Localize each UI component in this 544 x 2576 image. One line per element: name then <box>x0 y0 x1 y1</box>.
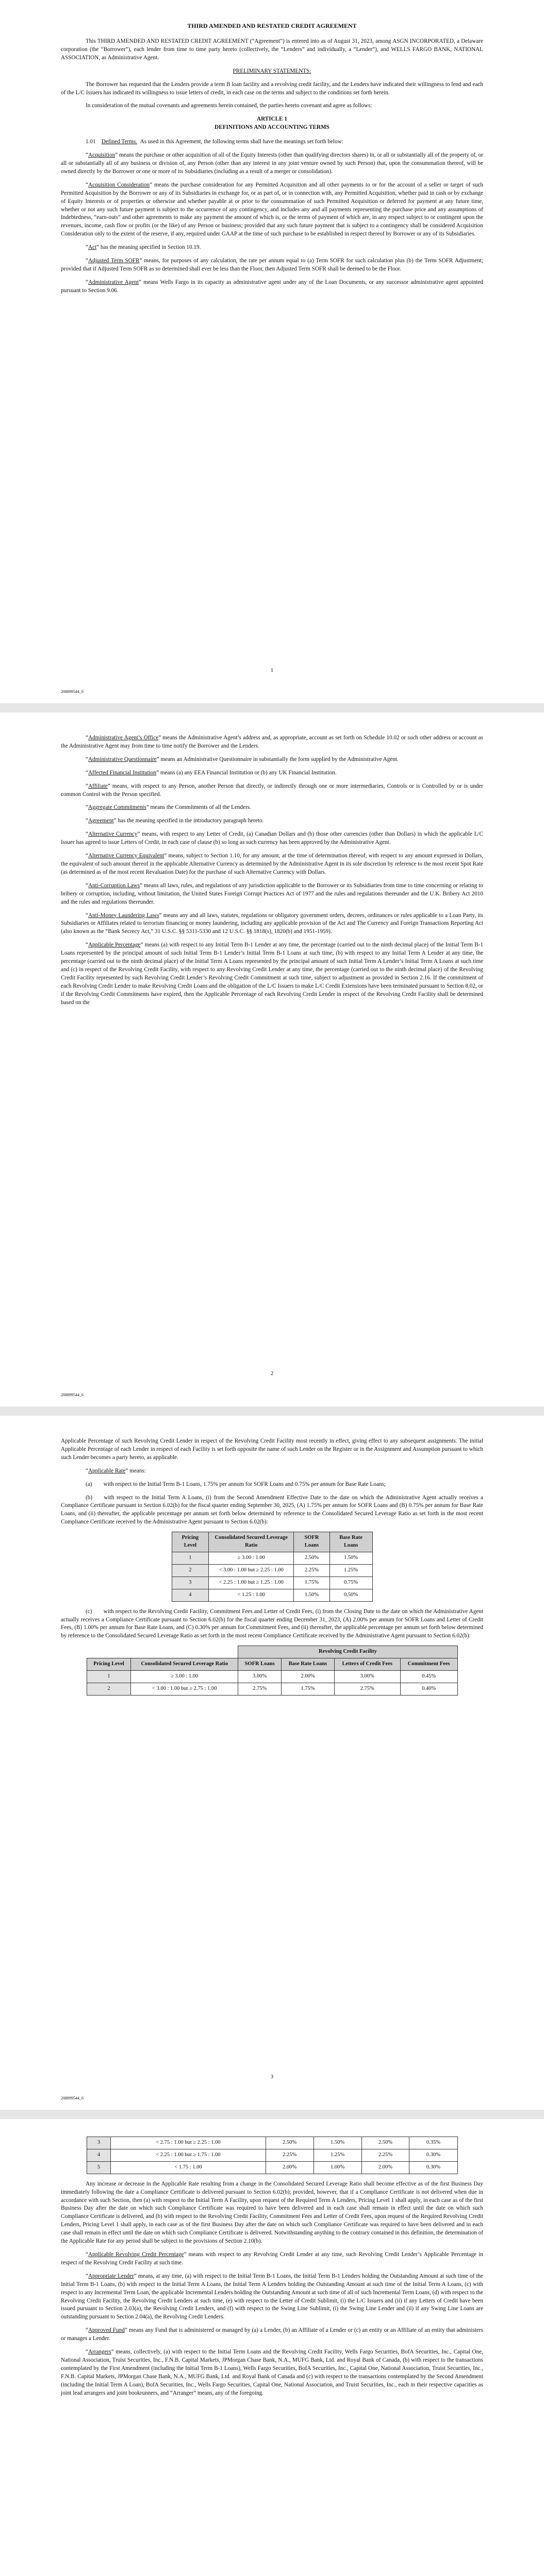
column-header-commitment-fees: Commitment Fees <box>400 1658 457 1671</box>
table-row <box>87 1671 457 1683</box>
table-cell: 2.00% <box>361 2161 409 2174</box>
table-cell: 2.25% <box>266 2149 314 2161</box>
definition-alternative-currency-equivalent: “Alternative Currency Equivalent” means, subject to Section 1.10, for any amount, at the time of determination thereof, with respect to any amount expressed in Dollars, the equivalent of such amount thereof in the applicable Alternative Currency as determined by the Administrative Agent in its sole discretion by reference to the most recent Spot Rate (as determined as of the most recent Revaluation Date) for the purchase of such Alternative Currency with Dollars. <box>61 853 484 875</box>
revolver-group-header: Revolving Credit Facility <box>238 1646 457 1658</box>
definition-text: means, at any time, (a) with respect to the Initial Term B-1 Loans, the Initial Term B-1 Lenders holding the Outstanding Amount at such time of the Initial Term B-1 Loans, (b) with respect to the Initial Term A Loans, the Initial Term A Lenders holding the Outstanding Amount at such time of the Initial Term A Loans, (c) with respect to any Incremental Term Loan, the applicable Incremental Lenders holding the Outstanding Amount at such time of all of such Incremental Term Loans, (d) with respect to the Revolving Credit Facility, the Revolving Credit Lenders at such time, (e) with respect to the Letter of Credit Sublimit, (i) the L/C Issuers and (ii) if any Letters of Credit have been issued pursuant to Section 2.03(a), the Revolving Credit Lenders, and (f) with respect to the Swing Line Sublimit, (i) the Swing Line Lender and (ii) if any Swing Line Loans are outstanding pursuant to Section 2.04(a), the Revolving Credit Lenders. <box>61 2273 483 2320</box>
definition-acquisition: “Acquisition” means the purchase or other acquisition of all of the Equity Interests (other than qualifying directors shares) in, or all or substantially all of the property of, or all or substantially all of any business or division of, any Person (other than any interest in any joint venture owned by such Person) that, upon the consummation thereof, will be owned directly by the Borrower or one or more of its Subsidiaries (including as a result of a merger or consolidation). <box>61 152 483 175</box>
table-cell: 1.75% <box>294 1577 329 1589</box>
definition-text: means, subject to Section 1.10, for any amount, at the time of determination thereof, with respect to any amount expressed in Dollars, the equivalent of such amount thereof in the applicable Alternative Currency as determined by the Administrative Agent in its sole discretion by reference to the most recent Spot Rate (as determined as of the most recent Revaluation Date) for the purchase of such Alternative Currency with Dollars. <box>61 853 484 875</box>
applicable-percentage-continued: Applicable Percentage of such Revolving Credit Lender in respect of the Revolving Credit Facility most recently in effect, giving effect to any subsequent assignments. The initial Applicable Percentage of each Lender in respect of each Facility is set forth opposite the name of such Lender on the Register or in the Assignment and Assumption pursuant to which such Lender becomes a party hereto, as applicable. <box>61 1438 483 1461</box>
definition-administrative-agent-s-office: “Administrative Agent’s Office” means the Administrative Agent’s address and, as appropriate, account as set forth on Schedule 10.02 or such other address or account as the Administrative Agent may from time to time notify the Borrower and the Lenders. <box>61 735 483 749</box>
table-cell: 4 <box>172 1589 209 1601</box>
table-cell: 0.75% <box>329 1577 372 1589</box>
definition-term: Acquisition <box>88 152 116 159</box>
table-cell: 1.25% <box>314 2149 361 2161</box>
table-cell: < 3.00 : 1.00 but ≥ 2.25 : 1.00 <box>209 1564 294 1577</box>
definition-administrative-agent: “Administrative Agent” means Wells Fargo in its capacity as administrative agent under any of the Loan Documents, or any successor administrative agent appointed pursuant to Section 9.06. <box>61 279 483 294</box>
definition-anti-corruption-laws: “Anti-Corruption Laws” means all laws, rules, and regulations of any jurisdiction applicable to the Borrower or its Subsidiaries from time to time concerning or relating to bribery or corruption, including, without limitation, the United States Foreign Corrupt Practices Act of 1977 and the rules and regulations thereunder and the U.K. Bribery Act 2010 and the rules and regulations thereunder. <box>61 882 483 905</box>
table-row <box>87 1683 457 1695</box>
table-cell: 1 <box>172 1552 209 1564</box>
definition-term: Administrative Agent <box>88 279 139 285</box>
page-number: 1 <box>270 667 274 673</box>
definition-term: Applicable Percentage <box>88 942 141 948</box>
definition-administrative-questionnaire: “Administrative Questionnaire” means an Administrative Questionnaire in substantially the form supplied by the Administrative Agent. <box>86 756 399 762</box>
definition-arrangers: “Arrangers” means, collectively, (a) with respect to the Initial Term Loans and the Revolving Credit Facility, Wells Fargo Securities, BofA Securities, Inc., Capital One, National Association, Truist Securities, Inc., F.N.B. Capital Markets, JPMorgan Chase Bank, N.A., MUFG Bank, Ltd. and Royal Bank of Canada, (b) with respect to the transactions contemplated by the First Amendment (including the Initial Term B-1 Loans), Wells Fargo Securities, BofA Securities, Inc., Capital One, National Association, Truist Securities, Inc., F.N.B. Capital Markets, JPMorgan Chase Bank, N.A., MUFG Bank, Ltd. and Royal Bank of Canada and (c) with respect to the transactions contemplated by the Second Amendment (including the Initial Term A Loan), BofA Securities, Inc., Wells Fargo Securities, Capital One, National Association, and Truist Securities, Inc., each in their respective capacities as joint lead arrangers and joint bookrunners, and “Arranger” means, any of the foregoing. <box>61 2349 483 2396</box>
table-cell: 1.50% <box>329 1552 372 1564</box>
revolver-pricing-table-continued <box>87 2137 458 2174</box>
definition-term: Approved Fund <box>88 2327 125 2334</box>
definition-text: means any and all laws, statutes, regulations or obligatory government orders, decrees, ordinances or rules applicable to a Loan Party, its Subsidiaries or Affiliates related to terrorism financing or money laundering, including any applicable provision of the Act and The Currency and Foreign Transactions Reporting Act (also known as the “Bank Secrecy Act,” 31 U.S.C. §§ 5311-5330 and 12 U.S.C. §§ 1818(s), 1820(b) and 1951-1959). <box>61 912 484 935</box>
table-row <box>87 2149 457 2161</box>
definition-text: means an Administrative Questionnaire in substantially the form supplied by the Administrative Agent. <box>159 756 399 762</box>
section-title: Defined Terms. <box>101 139 137 145</box>
column-header-consolidated-secured-leverage-ratio: Consolidated Secured Leverage Ratio <box>209 1532 294 1552</box>
column-header-pricing-level: Pricing Level <box>87 1658 131 1671</box>
page-break <box>0 1406 544 1416</box>
definition-term: Appropriate Lender <box>88 2273 134 2279</box>
term-a-pricing-table <box>172 1532 373 1601</box>
definition-term: Affected Financial Institution <box>88 769 157 776</box>
table-cell: 1.50% <box>294 1589 329 1601</box>
table-row <box>87 2137 457 2149</box>
definition-adjusted-term-sofr: “Adjusted Term SOFR” means, for purposes of any calculation, the rate per annum equal to (a) Term SOFR for such calculation plus (b) the Term SOFR Adjustment; provided that if Adjusted Term SOFR as so determined shall ever be less than the Floor, then Adjusted Term SOFR shall be deemed to be the Floor. <box>61 258 484 272</box>
definition-term: Act <box>88 244 97 251</box>
page-break <box>0 2110 544 2119</box>
table-header-row <box>172 1532 372 1552</box>
page-ref: 208899544_6 <box>61 689 84 694</box>
preliminary-heading: PRELIMINARY STATEMENTS: <box>233 67 311 74</box>
table-cell: 1.25% <box>329 1564 372 1577</box>
table-cell: < 2.25 : 1.00 but ≥ 1.25 : 1.00 <box>209 1577 294 1589</box>
page-ref: 208899544_6 <box>61 1393 84 1397</box>
section-number: 1.01 <box>86 139 96 145</box>
definition-term: Agreement <box>88 818 114 824</box>
table-row <box>172 1564 372 1577</box>
table-cell: 2.75% <box>238 1683 282 1695</box>
consideration-text: In consideration of the mutual covenants and agreements herein contained, the parties hereto covenant and agree as follows: <box>86 103 372 109</box>
table-cell: 2.50% <box>266 2137 314 2149</box>
table-cell: 0.45% <box>400 1671 457 1683</box>
definition-term: Alternative Currency <box>88 831 138 838</box>
definition-term: Applicable Revolving Credit Percentage <box>88 2251 184 2258</box>
definition-term: Alternative Currency Equivalent <box>88 853 164 859</box>
table-cell: 3.00% <box>238 1671 282 1683</box>
column-header-sofr-loans: SOFR Loans <box>238 1658 282 1671</box>
definition-act: “Act” has the meaning specified in Section 10.19. <box>86 244 201 251</box>
table-cell: 0.50% <box>329 1589 372 1601</box>
definition-text: means with respect to any Revolving Credit Lender at any time, such Revolving Credit Lender’s Applicable Percentage in respect of the Revolving Credit Facility at such time. <box>61 2251 483 2266</box>
definition-term: Adjusted Term SOFR <box>88 258 140 264</box>
column-header-sofr-loans: SOFR Loans <box>294 1532 329 1552</box>
clause-a: (a) with respect to the Initial Term B-1 Loans, 1.75% per annum for SOFR Loans and 0.75% per annum for Base Rate Loans; <box>86 1481 386 1487</box>
table-row <box>87 2161 457 2174</box>
definition-applicable-revolving-credit-percentage: “Applicable Revolving Credit Percentage” means with respect to any Revolving Credit Lender at any time, such Revolving Credit Lender’s Applicable Percentage in respect of the Revolving Credit Facility at such time. <box>61 2251 483 2266</box>
column-header-pricing-level: Pricing Level <box>172 1532 209 1552</box>
definitions-page-4 <box>61 2251 483 2398</box>
definition-text: means (a) with respect to any Initial Term B-1 Lender at any time, the percentage (carried out to the ninth decimal place) of the Initial Term B-1 Loans represented by the principal amount of such Initial Term B-1 Lender’s Initial Term B-1 Loans at such time, (b) with respect to any Initial Term A Lender at any time, the percentage (carried out to the ninth decimal place) of the Initial Term A Loans represented by the principal amount of such Initial Term A Lender’s Initial Term A Loans at such time and (c) in respect of the Revolving Credit Facility, with respect to any Revolving Credit Lender at any time, the percentage (carried out to the ninth decimal place) of the Revolving Credit Facility represented by such Revolving Credit Lender’s Revolving Credit Commitment at such time, subject to adjustment as provided in Section 2.16. If the commitment of each Revolving Credit Lender to make Revolving Credit Loans and the obligation of the L/C Issuers to make L/C Credit Extensions have been terminated pursuant to Section 8.02, or if the Revolving Credit Commitments have expired, then the Applicable Percentage of each Revolving Credit Lender in respect of the Revolving Credit Facility shall be determined based on the <box>61 942 484 1006</box>
definition-text: means the Commitments of all the Lenders. <box>149 804 251 811</box>
table-row <box>172 1552 372 1564</box>
table-cell: ≥ 3.00 : 1.00 <box>131 1671 238 1683</box>
table-cell: 4 <box>87 2149 111 2161</box>
definition-text: means (a) any EEA Financial Institution or (b) any UK Financial Institution. <box>159 769 337 776</box>
table-cell: 1.75% <box>282 1683 335 1695</box>
definition-alternative-currency: “Alternative Currency” means, with respect to any Letter of Credit, (a) Canadian Dollars and (b) those other currencies (other than Dollars) in which the applicable L/C Issuer has agreed to issue Letters of Credit, in each case of clause (b) so long as such currency has been approved by the Administrative Agent. <box>61 831 483 846</box>
table-cell: 2.25% <box>361 2149 409 2161</box>
table-cell: < 1.75 : 1.00 <box>111 2161 266 2174</box>
definition-term: Administrative Agent’s Office <box>88 735 159 741</box>
table-cell: < 2.25 : 1.00 but ≥ 1.75 : 1.00 <box>111 2149 266 2161</box>
table-cell: 2.25% <box>294 1564 329 1577</box>
article-title: ARTICLE 1 <box>257 116 287 123</box>
page-2 <box>0 713 544 1406</box>
table-row <box>172 1589 372 1601</box>
definition-term: Administrative Questionnaire <box>88 756 157 762</box>
definition-term: Aggregate Commitments <box>88 804 146 811</box>
revolver-pricing-table <box>87 1646 458 1696</box>
page-4 <box>0 2119 544 2576</box>
article-subtitle: DEFINITIONS AND ACCOUNTING TERMS <box>215 124 329 131</box>
definition-affiliate: “Affiliate” means, with respect to any Person, another Person that directly, or indirectly through one or more intermediaries, Controls or is Controlled by or is under common Control with the Person specified. <box>61 783 483 798</box>
definition-term: Affiliate <box>88 783 108 789</box>
definition-anti-money-laundering-laws: “Anti-Money Laundering Laws” means any and all laws, statutes, regulations or obligatory government orders, decrees, ordinances or rules applicable to a Loan Party, its Subsidiaries or Affiliates related to terrorism financing or money laundering, including any applicable provision of the Act and The Currency and Foreign Transactions Reporting Act (also known as the “Bank Secrecy Act,” 31 U.S.C. §§ 5311-5330 and 12 U.S.C. §§ 1818(s), 1820(b) and 1951-1959). <box>61 912 484 935</box>
definition-aggregate-commitments: “Aggregate Commitments” means the Commitments of all the Lenders. <box>86 804 251 811</box>
definition-applicable-rate: “Applicable Rate” means: <box>86 1467 146 1474</box>
definition-text: means, with respect to any Person, another Person that directly, or indirectly through one or more intermediaries, Controls or is Controlled by or is under common Control with the Person specified. <box>61 783 483 798</box>
table-cell: ≥ 3.00 : 1.00 <box>209 1552 294 1564</box>
definition-term: Arrangers <box>88 2349 111 2355</box>
definition-agreement: “Agreement” has the meaning specified in the introductory paragraph hereto. <box>86 818 264 824</box>
table-cell: 2.00% <box>266 2161 314 2174</box>
table-cell: 2.50% <box>361 2137 409 2149</box>
preliminary-text: The Borrower has requested that the Lenders provide a term B loan facility and a revolving credit facility, and the Lenders have indicated their willingness to lend and each of the L/C Issuers has indicated its willingness to issue letters of credit, in each case on the terms and subject to the conditions set forth herein. <box>61 81 483 96</box>
table-header-row <box>87 1658 457 1671</box>
table-cell: 3.00% <box>334 1671 400 1683</box>
definition-acquisition-consideration: “Acquisition Consideration” means the purchase consideration for any Permitted Acquisition and all other payments to or for the account of a seller or target of such Permitted Acquisition by the Borrower or any of its Subsidiaries in exchange for, or as part of, or in connection with, any Permitted Acquisition, whether paid in cash or by exchange of Equity Interests or of properties or otherwise and whether payable at or prior to the consummation of such Permitted Acquisition or deferred for payment at any future time, whether or not any such future payment is subject to the occurrence of any contingency, and includes any and all payments representing the purchase price and any assumptions of Indebtedness, “earn-outs” and other agreements to make any payment the amount of which is, or the terms of payment of which are, in any respect subject to or contingent upon the revenues, income, cash flow or profits (or the like) of any Person or business; provided that any such future payment that is subject to a contingency shall be considered Acquisition Consideration only to the extent of the reserve, if any, required under GAAP at the time of such purchase to be established in respect thereof by Borrower or any of its Subsidiaries. <box>61 181 483 238</box>
section-1-01 <box>61 138 483 146</box>
page-number: 3 <box>270 2074 274 2080</box>
column-header-base-rate-loans: Base Rate Loans <box>282 1658 335 1671</box>
document-title: THIRD AMENDED AND RESTATED CREDIT AGREEMENT <box>187 22 357 29</box>
definition-text: means, for purposes of any calculation, the rate per annum equal to (a) Term SOFR for such calculation plus (b) the Term SOFR Adjustment; provided that if Adjusted Term SOFR as so determined shall ever be less than the Floor, then Adjusted Term SOFR shall be deemed to be the Floor. <box>61 258 484 272</box>
page-number: 2 <box>270 1370 274 1377</box>
applicable-rate-adjustment: Any increase or decrease in the Applicable Rate resulting from a change in the Consolidated Secured Leverage Ratio shall become effective as of the first Business Day immediately following the date a Compliance Certificate is delivered pursuant to Section 6.02(b); provided, however, that if a Compliance Certificate is not delivered when due in accordance with such Section, then (a) with respect to the Initial Term A Facility, upon request of the Required Term A Lenders, Pricing Level 1 shall apply, in each case as of the first Business Day after the date on which such Compliance Certificate was required to have been delivered and in each case shall remain in effect until the date on which such Compliance Certificate is delivered, and (b) with respect to the Revolving Credit Facility, Commitment Fees and Letter of Credit Fees, upon request of the Required Revolving Credit Lenders, Pricing Level 1 shall apply, in each case as of the first Business Day after the date on which such Compliance Certificate was required to have been delivered and in each case shall remain in effect until the date on which such Compliance Certificate is delivered. Notwithstanding anything to the contrary contained in this definition, the determination of the Applicable Rate for any period shall be subject to the provisions of Section 2.10(b). <box>61 2180 483 2245</box>
definition-text: means all laws, rules, and regulations of any jurisdiction applicable to the Borrower or its Subsidiaries from time to time concerning or relating to bribery or corruption, including, without limitation, the United States Foreign Corrupt Practices Act of 1977 and the rules and regulations thereunder and the U.K. Bribery Act 2010 and the rules and regulations thereunder. <box>61 882 483 905</box>
table-cell: 2 <box>87 1683 131 1695</box>
empty-header <box>87 1646 238 1658</box>
table-cell: 2.75% <box>334 1683 400 1695</box>
table-cell: 0.35% <box>409 2137 457 2149</box>
definition-text: means Wells Fargo in its capacity as administrative agent under any of the Loan Documents, or any successor administrative agent appointed pursuant to Section 9.06. <box>61 279 483 294</box>
table-row <box>172 1577 372 1589</box>
table-cell: < 2.75 : 1.00 but ≥ 2.25 : 1.00 <box>111 2137 266 2149</box>
page-ref: 208899544_6 <box>61 2096 84 2100</box>
definition-appropriate-lender: “Appropriate Lender” means, at any time, (a) with respect to the Initial Term B-1 Loans, the Initial Term B-1 Lenders holding the Outstanding Amount at such time of the Initial Term B-1 Loans, (b) with respect to the Initial Term A Loans, the Initial Term A Lenders holding the Outstanding Amount at such time of the Initial Term A Loans, (c) with respect to any Incremental Term Loan, the applicable Incremental Lenders holding the Outstanding Amount at such time of all of such Incremental Term Loans, (d) with respect to the Revolving Credit Facility, the Revolving Credit Lenders at such time, (e) with respect to the Letter of Credit Sublimit, (i) the L/C Issuers and (ii) if any Letters of Credit have been issued pursuant to Section 2.03(a), the Revolving Credit Lenders, and (f) with respect to the Swing Line Sublimit, (i) the Swing Line Lender and (ii) if any Swing Line Loans are outstanding pursuant to Section 2.04(a), the Revolving Credit Lenders. <box>61 2273 483 2320</box>
definition-text: means, collectively, (a) with respect to the Initial Term Loans and the Revolving Credit Facility, Wells Fargo Securities, BofA Securities, Inc., Capital One, National Association, Truist Securities, Inc., F.N.B. Capital Markets, JPMorgan Chase Bank, N.A., MUFG Bank, Ltd. and Royal Bank of Canada, (b) with respect to the transactions contemplated by the First Amendment (including the Initial Term B-1 Loans), Wells Fargo Securities, BofA Securities, Inc., Capital One, National Association, Truist Securities, Inc., F.N.B. Capital Markets, JPMorgan Chase Bank, N.A., MUFG Bank, Ltd. and Royal Bank of Canada and (c) with respect to the transactions contemplated by the Second Amendment (including the Initial Term A Loan), BofA Securities, Inc., Wells Fargo Securities, Capital One, National Association, and Truist Securities, Inc., each in their respective capacities as joint lead arrangers and joint bookrunners, and “Arranger” means, any of the foregoing. <box>61 2349 483 2396</box>
table-cell: < 3.00 : 1.00 but ≥ 2.75 : 1.00 <box>131 1683 238 1695</box>
definition-text: means, with respect to any Letter of Credit, (a) Canadian Dollars and (b) those other currencies (other than Dollars) in which the applicable L/C Issuer has agreed to issue Letters of Credit, in each case of clause (b) so long as such currency has been approved by the Administrative Agent. <box>61 831 483 846</box>
definition-term: Applicable Rate <box>88 1467 126 1474</box>
definition-text: means the Administrative Agent’s address and, as appropriate, account as set forth on Schedule 10.02 or such other address or account as the Administrative Agent may from time to time notify the Borrower and the Lenders. <box>61 735 483 749</box>
page-break <box>0 703 544 713</box>
definition-text: has the meaning specified in Section 10.19. <box>99 244 201 251</box>
table-cell: 2.00% <box>282 1671 335 1683</box>
table-cell: 5 <box>87 2161 111 2174</box>
table-cell: 0.40% <box>400 1683 457 1695</box>
definition-text: means the purchase consideration for any Permitted Acquisition and all other payments to or for the account of a seller or target of such Permitted Acquisition by the Borrower or any of its Subsidiaries in exchange for, or as part of, or in connection with, any Permitted Acquisition, whether paid in cash or by exchange of Equity Interests or of properties or otherwise and whether payable at or prior to the consummation of such Permitted Acquisition or deferred for payment at any future time, whether or not any such future payment is subject to the occurrence of any contingency, and includes any and all payments representing the purchase price and any assumptions of Indebtedness, “earn-outs” and other agreements to make any payment the amount of which is, or the terms of payment of which are, in any respect subject to or contingent upon the revenues, income, cash flow or profits (or the like) of any Person or business; provided that any such future payment that is subject to a contingency shall be considered Acquisition Consideration only to the extent of the reserve, if any, required under GAAP at the time of such purchase to be established in respect thereof by Borrower or any of its Subsidiaries. <box>61 181 483 238</box>
page-3 <box>0 1416 544 2110</box>
table-cell: 0.30% <box>409 2161 457 2174</box>
table-group-header-row <box>87 1646 457 1658</box>
column-header-base-rate-loans: Base Rate Loans <box>329 1532 372 1552</box>
opening-paragraph: This THIRD AMENDED AND RESTATED CREDIT AGREEMENT (“Agreement”) is entered into as of August 31, 2023, among ASGN INCORPORATED, a Delaware corporation (the “Borrower”), each lender from time to time party hereto (collectively, the “Lenders” and individually, a “Lender”), and WELLS FARGO BANK, NATIONAL ASSOCIATION, as Administrative Agent. <box>61 38 483 61</box>
definition-text: has the meaning specified in the introductory paragraph hereto. <box>116 818 264 824</box>
definition-affected-financial-institution: “Affected Financial Institution” means (a) any EEA Financial Institution or (b) any UK Financial Institution. <box>86 769 337 776</box>
definition-applicable-percentage: “Applicable Percentage” means (a) with respect to any Initial Term B-1 Lender at any time, the percentage (carried out to the ninth decimal place) of the Initial Term B-1 Loans represented by the principal amount of such Initial Term B-1 Lender’s Initial Term B-1 Loans at such time, (b) with respect to any Initial Term A Lender at any time, the percentage (carried out to the ninth decimal place) of the Initial Term A Loans represented by the principal amount of such Initial Term A Lender’s Initial Term A Loans at such time and (c) in respect of the Revolving Credit Facility, with respect to any Revolving Credit Lender at any time, the percentage (carried out to the ninth decimal place) of the Revolving Credit Facility represented by such Revolving Credit Lender’s Revolving Credit Commitment at such time, subject to adjustment as provided in Section 2.16. If the commitment of each Revolving Credit Lender to make Revolving Credit Loans and the obligation of the L/C Issuers to make L/C Credit Extensions have been terminated pursuant to Section 8.02, or if the Revolving Credit Commitments have expired, then the Applicable Percentage of each Revolving Credit Lender in respect of the Revolving Credit Facility shall be determined based on the <box>61 942 484 1006</box>
clause-c: (c) with respect to the Revolving Credit Facility, Commitment Fees and Letter of Credit Fees, (i) from the Closing Date to the date on which the Administrative Agent actually receives a Compliance Certificate pursuant to Section 6.02(b) for the fiscal quarter ending December 31, 2023, (A) 2.00% per annum for SOFR Loans and Letter of Credit Fees, (B) 1.00% per annum for Base Rate Loans, and (C) 0.30% per annum for Commitment Fees, and (ii) thereafter, the applicable percentage per annum set forth below determined by reference to the Consolidated Secured Leverage Ratio as set forth in the most recent Compliance Certificate received by the Administrative Agent pursuant to Section 6.02(b): <box>61 1608 483 1639</box>
section-intro: As used in this Agreement, the following terms shall have the meanings set forth below: <box>140 139 343 145</box>
table-cell: 0.30% <box>409 2149 457 2161</box>
definition-term: Anti-Money Laundering Laws <box>88 912 159 919</box>
table-cell: 1.50% <box>314 2137 361 2149</box>
clause-b: (b) with respect to the Initial Term A Loans, (i) from the Second Amendment Effective Date to the date on which the Administrative Agent actually receives a Compliance Certificate pursuant to Section 6.02(b) for the fiscal quarter ending September 30, 2025, (A) 1.75% per annum for SOFR Loans and (B) 0.75% per annum for Base Rate Loans, and (ii) thereafter, the applicable percentage per annum set forth below determined by reference to the Consolidated Secured Leverage Ratio as set forth in the most recent Compliance Certificate received by the Administrative Agent pursuant to Section 6.02(b): <box>61 1494 483 1526</box>
definition-text: means: <box>128 1467 146 1474</box>
definitions-page-1 <box>61 151 483 295</box>
column-header-consolidated-secured-leverage-ratio: Consolidated Secured Leverage Ratio <box>131 1658 238 1671</box>
definition-text: means the purchase or other acquisition of all of the Equity Interests (other than qualifying directors shares) in, or all or substantially all of the property of, or all or substantially all of any business or division of, any Person (other than any interest in any joint venture owned by such Person) that, upon the consummation thereof, will be owned directly by the Borrower or one or more of its Subsidiaries (including as a result of a merger or consolidation). <box>61 152 483 175</box>
table-cell: 3 <box>172 1577 209 1589</box>
table-cell: < 1.25 : 1.00 <box>209 1589 294 1601</box>
definition-term: Anti-Corruption Laws <box>88 882 140 889</box>
column-header-letters-of-credit-fees: Letters of Credit Fees <box>334 1658 400 1671</box>
definition-text: means any Fund that is administered or managed by (a) a Lender, (b) an Affiliate of a Lender or (c) an entity or an Affiliate of an entity that administers or manages a Lender. <box>61 2327 483 2342</box>
page-1 <box>0 0 544 703</box>
table-cell: 2.50% <box>294 1552 329 1564</box>
table-cell: 1 <box>87 1671 131 1683</box>
table-cell: 3 <box>87 2137 111 2149</box>
table-cell: 2 <box>172 1564 209 1577</box>
table-cell: 1.00% <box>314 2161 361 2174</box>
definitions-page-2 <box>61 734 483 1007</box>
definition-approved-fund: “Approved Fund” means any Fund that is administered or managed by (a) a Lender, (b) an Affiliate of a Lender or (c) an entity or an Affiliate of an entity that administers or manages a Lender. <box>61 2327 483 2342</box>
definition-term: Acquisition Consideration <box>88 181 150 188</box>
